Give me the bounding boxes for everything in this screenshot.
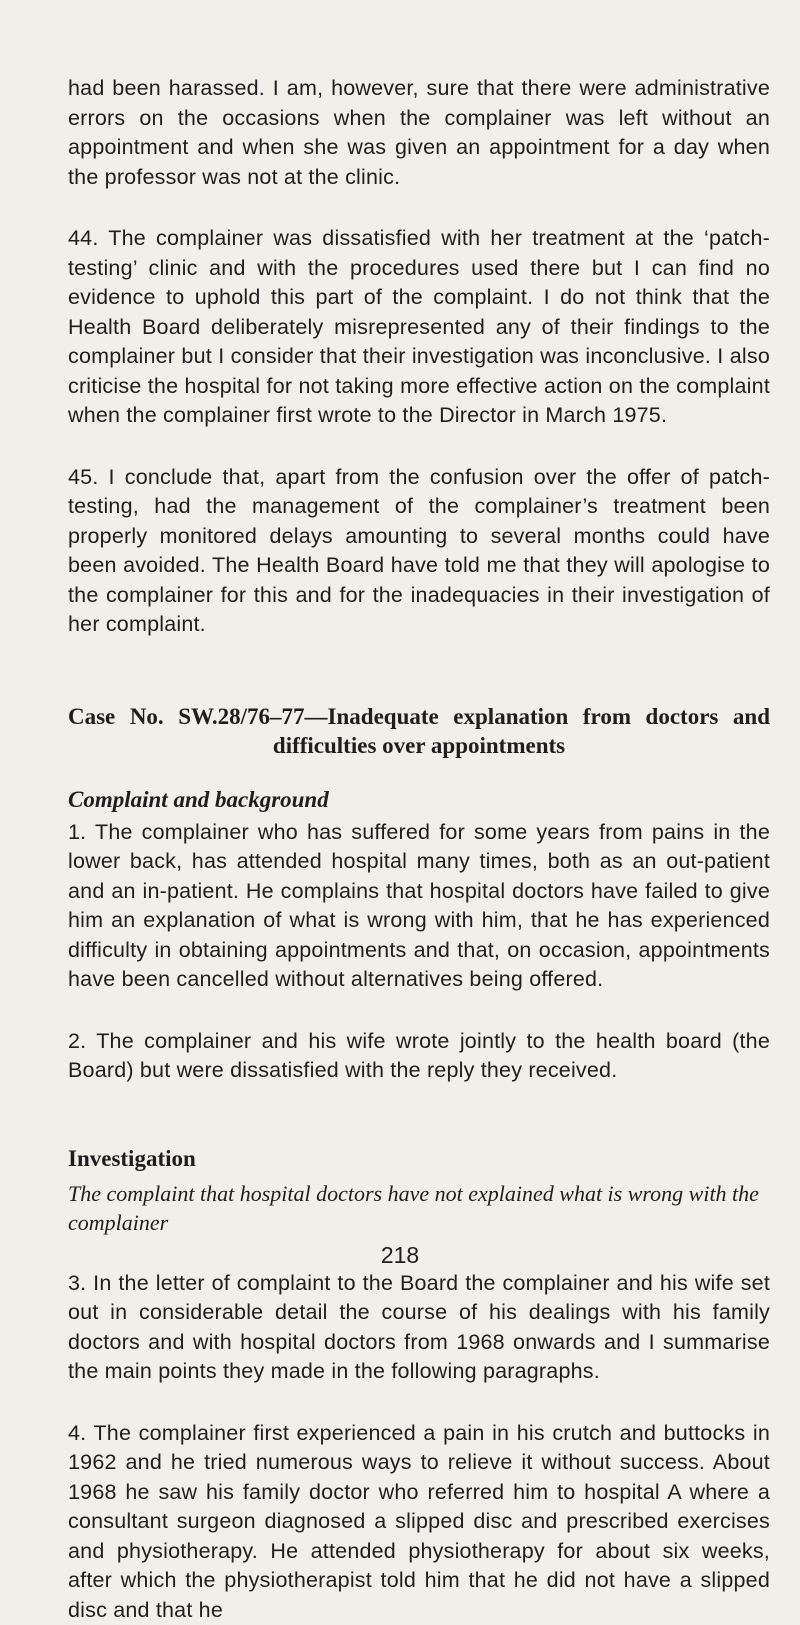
complaint-heading: Complaint and background — [68, 785, 770, 814]
complaint-paragraph-2: 2. The complainer and his wife wrote jointly to the health board (the Board) but were dissatisfied with the reply they received. — [68, 1027, 770, 1086]
paragraph-44: 44. The complainer was dissatisfied with her treatment at the ‘patch-testing’ clinic and with the procedures used there but I can find no evidence to uphold this part of the complaint. I do not think that the Health Board deliberately misrepresented any of their findings to the complainer but I consider that their investigation was inconclusive. I also criticise the hospital for not taking more effective action on the complaint when the complainer first wrote to the Director in March 1975. — [68, 224, 770, 431]
investigation-heading: Investigation — [68, 1144, 770, 1173]
investigation-subheading: The complaint that hospital doctors have not explained what is wrong with the complainer — [68, 1179, 770, 1237]
case-heading-line-1: Case No. SW.28/76–77—Inadequate explanation from doctors and — [68, 702, 770, 731]
investigation-paragraph-4: 4. The complainer first experienced a pain in his crutch and buttocks in 1962 and he tried numerous ways to relieve it without success. About 1968 he saw his family doctor who referred him to hospital A where a consultant surgeon diagnosed a slipped disc and prescribed exercises and physiotherapy. He attended physiotherapy for about six weeks, after which the physiotherapist told him that he did not have a slipped disc and that he — [68, 1419, 770, 1625]
paragraph-continuation: had been harassed. I am, however, sure that there were administrative errors on the occasions when the complainer was left without an appointment and when she was given an appointment for a day when the professor was not at the clinic. — [68, 74, 770, 192]
case-heading — [68, 702, 770, 760]
complaint-paragraph-1: 1. The complainer who has suffered for some years from pains in the lower back, has attended hospital many times, both as an out-patient and an in-patient. He complains that hospital doctors have failed to give him an explanation of what is wrong with him, that he has experienced difficulty in obtaining appointments and that, on occasion, appointments have been cancelled without alternatives being offered. — [68, 818, 770, 995]
paragraph-45: 45. I conclude that, apart from the confusion over the offer of patch-testing, had the management of the complainer’s treatment been properly monitored delays amounting to several months could have been avoided. The Health Board have told me that they will apologise to the complainer for this and for the inadequacies in their investigation of her complaint. — [68, 463, 770, 640]
page-number: 218 — [0, 1242, 800, 1269]
investigation-paragraph-3: 3. In the letter of complaint to the Board the complainer and his wife set out in considerable detail the course of his dealings with his family doctors and with hospital doctors from 1968 onwards and I summarise the main points they made in the following paragraphs. — [68, 1269, 770, 1387]
case-heading-line-2: difficulties over appointments — [273, 733, 565, 758]
